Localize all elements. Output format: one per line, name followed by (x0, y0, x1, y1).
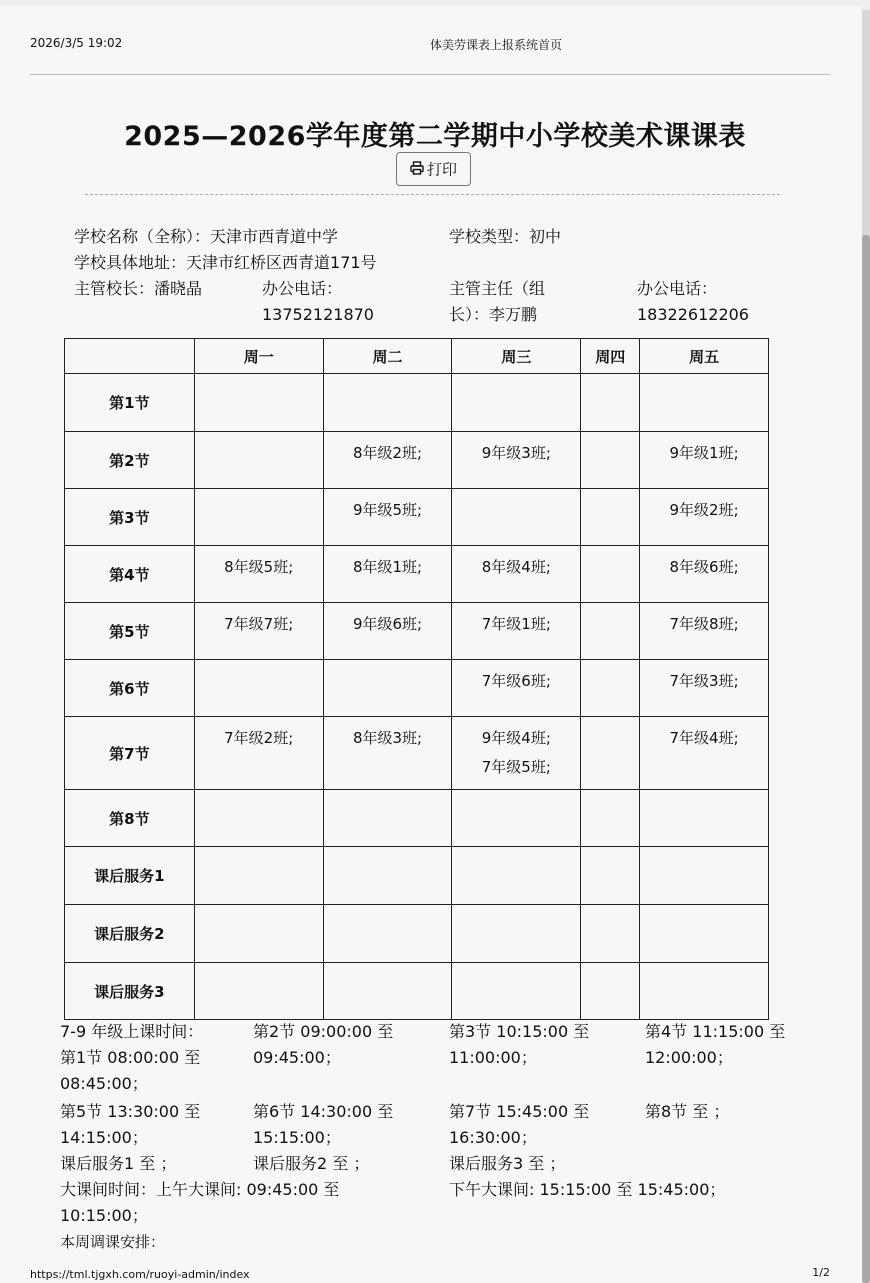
school-type-label: 学校类型： (449, 227, 530, 246)
schedule-cell (581, 660, 640, 717)
schedule-cell: 8年级4班; (452, 546, 581, 603)
principal-phone: 13752121870 (262, 305, 374, 324)
adjustment-label: 本周调课安排： (60, 1233, 166, 1251)
period-label: 第1节 (65, 374, 195, 432)
school-name-row (74, 224, 338, 250)
school-name-label: 学校名称（全称）： (74, 227, 211, 246)
schedule-cell (194, 847, 323, 905)
period-label: 第7节 (65, 717, 195, 790)
schedule-cell (323, 963, 452, 1020)
time-l1-c3: 第3节 10:15:00 至 (449, 1022, 590, 1041)
schedule-cell: 9年级4班; 7年级5班; (452, 717, 581, 790)
time-l4-c4: 第8节 至 ； (645, 1102, 730, 1121)
scrollbar[interactable] (862, 235, 870, 1283)
schedule-cell (452, 905, 581, 963)
time-l2-c1: 第1节 08:00:00 至 (60, 1048, 201, 1067)
time-l4-c2: 第6节 14:30:00 至 (253, 1102, 394, 1121)
schedule-cell (323, 847, 452, 905)
schedule-cell (452, 790, 581, 847)
schedule-cell: 8年级6班; (640, 546, 769, 603)
director-name: 李万鹏 (489, 305, 538, 324)
schedule-cell (581, 963, 640, 1020)
time-l6-c1: 课后服务1 至 ； (60, 1154, 177, 1173)
schedule-cell (581, 717, 640, 790)
schedule-cell: 7年级7班; (194, 603, 323, 660)
schedule-cell: 7年级6班; (452, 660, 581, 717)
period-label: 第6节 (65, 660, 195, 717)
period-label: 第8节 (65, 790, 195, 847)
time-l6-c3: 课后服务3 至 ； (449, 1154, 566, 1173)
table-header-row (65, 339, 769, 374)
schedule-cell (323, 374, 452, 432)
schedule-cell (452, 489, 581, 546)
principal-label: 主管校长： (74, 279, 155, 298)
schedule-cell (581, 489, 640, 546)
page-url: https://tml.tjgxh.com/ruoyi-admin/index (30, 1268, 250, 1281)
school-address-label: 学校具体地址： (74, 253, 187, 272)
schedule-cell (452, 374, 581, 432)
period-label: 课后服务2 (65, 905, 195, 963)
time-l5-c3: 16:30:00； (449, 1128, 537, 1147)
time-l4-c1: 第5节 13:30:00 至 (60, 1102, 201, 1121)
schedule-cell (194, 489, 323, 546)
schedule-cell: 9年级3班; (452, 432, 581, 489)
schedule-cell: 8年级2班; (323, 432, 452, 489)
schedule-cell (640, 374, 769, 432)
table-row (65, 546, 769, 603)
table-row (65, 489, 769, 546)
schedule-cell: 9年级6班; (323, 603, 452, 660)
break-time-morning: 大课间时间：上午大课间: 09:45:00 至 (60, 1180, 340, 1199)
time-l1-c4: 第4节 11:15:00 至 (645, 1022, 786, 1041)
corner-cell (65, 339, 195, 374)
school-type: 初中 (529, 227, 562, 246)
print-button[interactable] (396, 152, 471, 186)
schedule-cell: 7年级3班; (640, 660, 769, 717)
schedule-cell (194, 374, 323, 432)
table-row (65, 432, 769, 489)
director-label-line2: 长）： (449, 305, 490, 324)
table-row (65, 847, 769, 905)
header-divider (30, 74, 830, 75)
schedule-cell (452, 963, 581, 1020)
schedule-cell (581, 603, 640, 660)
day-header: 周一 (194, 339, 323, 374)
schedule-cell (452, 847, 581, 905)
schedule-cell (581, 374, 640, 432)
schedule-cell (323, 905, 452, 963)
time-l3: 08:45:00； (60, 1074, 148, 1093)
time-l1-c1: 7-9 年级上课时间： (60, 1022, 204, 1041)
schedule-cell (581, 905, 640, 963)
page-title: 2025—2026学年度第二学期中小学校美术课课表 (124, 121, 746, 152)
schedule-cell: 7年级1班; (452, 603, 581, 660)
schedule-cell: 7年级2班; (194, 717, 323, 790)
printer-icon (410, 154, 424, 186)
schedule-cell: 7年级8班; (640, 603, 769, 660)
period-label: 第2节 (65, 432, 195, 489)
principal-name: 潘晓晶 (154, 279, 203, 298)
principal-phone-label: 办公电话： (262, 279, 343, 298)
schedule-cell: 8年级5班; (194, 546, 323, 603)
table-row (65, 963, 769, 1020)
table-row (65, 905, 769, 963)
site-title: 体美劳课表上报系统首页 (430, 38, 563, 52)
schedule-cell: 8年级3班; (323, 717, 452, 790)
schedule-cell (194, 905, 323, 963)
schedule-cell: 8年级1班; (323, 546, 452, 603)
print-label: 打印 (426, 160, 457, 179)
schedule-cell: 9年级5班; (323, 489, 452, 546)
time-l1-c2: 第2节 09:00:00 至 (253, 1022, 394, 1041)
time-l5-c2: 15:15:00； (253, 1128, 341, 1147)
schedule-cell (581, 847, 640, 905)
schedule-cell (323, 660, 452, 717)
break-time-end: 10:15:00； (60, 1206, 148, 1225)
schedule-cell: 7年级4班; (640, 717, 769, 790)
table-row (65, 374, 769, 432)
schedule-cell: 9年级1班; (640, 432, 769, 489)
day-header: 周五 (640, 339, 769, 374)
period-label: 第4节 (65, 546, 195, 603)
school-type-row (449, 224, 561, 250)
schedule-cell (640, 790, 769, 847)
schedule-cell (640, 847, 769, 905)
director-label-line1: 主管主任（组 (449, 279, 546, 298)
day-header: 周二 (323, 339, 452, 374)
director-phone-label: 办公电话： (637, 279, 718, 298)
table-row (65, 790, 769, 847)
principal-row (74, 276, 202, 302)
school-address: 天津市红桥区西青道171号 (186, 253, 377, 272)
time-l5-c1: 14:15:00； (60, 1128, 148, 1147)
title-divider (85, 194, 780, 195)
school-address-row (74, 250, 377, 276)
schedule-cell (640, 905, 769, 963)
schedule-cell (581, 546, 640, 603)
director-row (449, 302, 537, 328)
schedule-cell (194, 790, 323, 847)
period-label: 第5节 (65, 603, 195, 660)
schedule-cell (194, 963, 323, 1020)
period-label: 课后服务3 (65, 963, 195, 1020)
time-l2-c4: 12:00:00； (645, 1048, 733, 1067)
schedule-cell (323, 790, 452, 847)
director-phone: 18322612206 (637, 305, 749, 324)
schedule-cell: 9年级2班; (640, 489, 769, 546)
schedule-cell (640, 963, 769, 1020)
day-header: 周四 (581, 339, 640, 374)
day-header: 周三 (452, 339, 581, 374)
table-row (65, 660, 769, 717)
period-label: 课后服务1 (65, 847, 195, 905)
schedule-cell (194, 660, 323, 717)
print-date: 2026/3/5 19:02 (30, 36, 123, 50)
page-number: 1/2 (812, 1266, 830, 1279)
break-time-afternoon: 下午大课间: 15:15:00 至 15:45:00； (449, 1180, 726, 1199)
schedule-cell (581, 790, 640, 847)
time-l2-c3: 11:00:00； (449, 1048, 537, 1067)
schedule-cell (581, 432, 640, 489)
schedule-table (64, 338, 769, 1020)
table-row (65, 717, 769, 790)
school-name: 天津市西青道中学 (210, 227, 339, 246)
time-l6-c2: 课后服务2 至 ； (253, 1154, 370, 1173)
time-l2-c2: 09:45:00； (253, 1048, 341, 1067)
table-row (65, 603, 769, 660)
schedule-cell (194, 432, 323, 489)
time-l4-c3: 第7节 15:45:00 至 (449, 1102, 590, 1121)
period-label: 第3节 (65, 489, 195, 546)
